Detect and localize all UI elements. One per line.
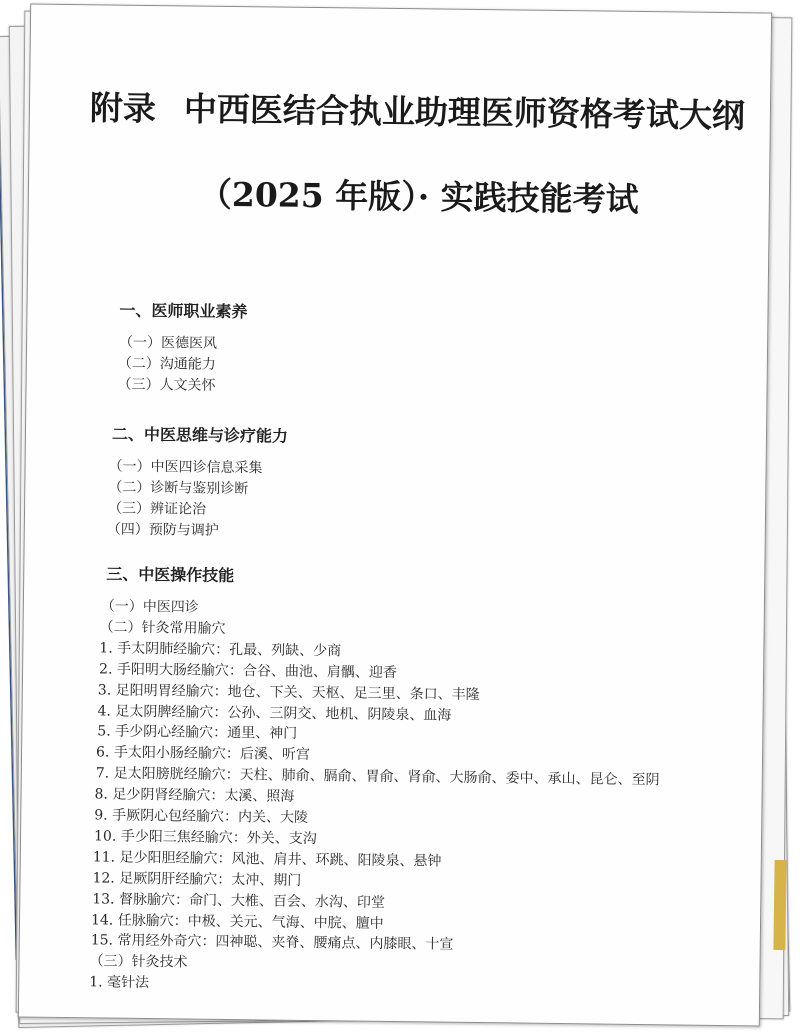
outline-item: 11. 足少阳胆经腧穴：风池、肩井、环跳、阳陵泉、悬钟 [92,849,442,870]
outline-item: （三）人文关怀 [117,376,216,394]
outline-item: 4. 足太阴脾经腧穴：公孙、三阴交、地机、阴陵泉、血海 [97,702,452,724]
outline-item: 12. 足厥阴肝经腧穴：太冲、期门 [92,870,302,889]
outline-item: 2. 手阳明大肠经腧穴：合谷、曲池、肩髃、迎香 [98,661,397,681]
outline-item: 14. 任脉腧穴：中极、关元、气海、中脘、膻中 [90,911,384,932]
outline-item: （一）中医四诊信息采集 [108,458,263,477]
outline-item: 7. 足太阳膀胱经腧穴：天柱、肺俞、膈俞、胃俞、肾俞、大肠俞、委中、承山、昆仑、至阴 [95,765,660,789]
outline-item: 8. 足少阴肾经腧穴：太溪、照海 [94,786,295,805]
outline-item: 13. 督脉腧穴：命门、大椎、百会、水沟、印堂 [92,890,386,911]
outline-item: （二）针灸常用腧穴 [99,619,226,637]
outline-item: 10. 手少阳三焦经腧穴：外关、支沟 [93,828,317,847]
outline-item: （二）沟通能力 [117,355,216,373]
outline-item: 15. 常用经外奇穴：四神聪、夹脊、腰痛点、内膝眼、十宣 [90,932,454,954]
document-title [90,83,771,141]
outline-item: （一）中医四诊 [100,598,199,616]
outline-item: 9. 手厥阴心包经腧穴：内关、大陵 [94,807,309,826]
outline-item: （二）诊断与鉴别诊断 [108,479,249,498]
document-subtitle: （2025 年版）· 实践技能考试 [198,174,639,219]
outline-item: （三）针灸技术 [89,953,188,971]
outline-item: （一）医德医风 [118,334,218,352]
section-heading: 二、中医思维与诊疗能力 [111,424,289,446]
book-page-edge [773,860,786,950]
title-prefix: 附录 [89,88,157,129]
outline-item: （三）辨证论治 [107,500,207,518]
outline-item: 5. 手少阴心经腧穴：通里、神门 [97,723,298,743]
outline-item: （四）预防与调护 [106,521,219,539]
outline-item: 3. 足阳明胃经腧穴：地仓、下关、天枢、足三里、条口、丰隆 [97,681,480,703]
section-heading: 一、医师职业素养 [119,300,248,322]
outline-item: 1. 手太阴肺经腧穴：孔最、列缺、少商 [99,640,342,660]
section-heading: 三、中医操作技能 [106,564,235,586]
outline-item: 6. 手太阳小肠经腧穴：后溪、听宫 [95,744,310,764]
document-page [18,4,772,1027]
outline-item: 1. 毫针法 [89,974,150,992]
title-main: 中西医结合执业助理医师资格考试大纲 [183,89,746,136]
